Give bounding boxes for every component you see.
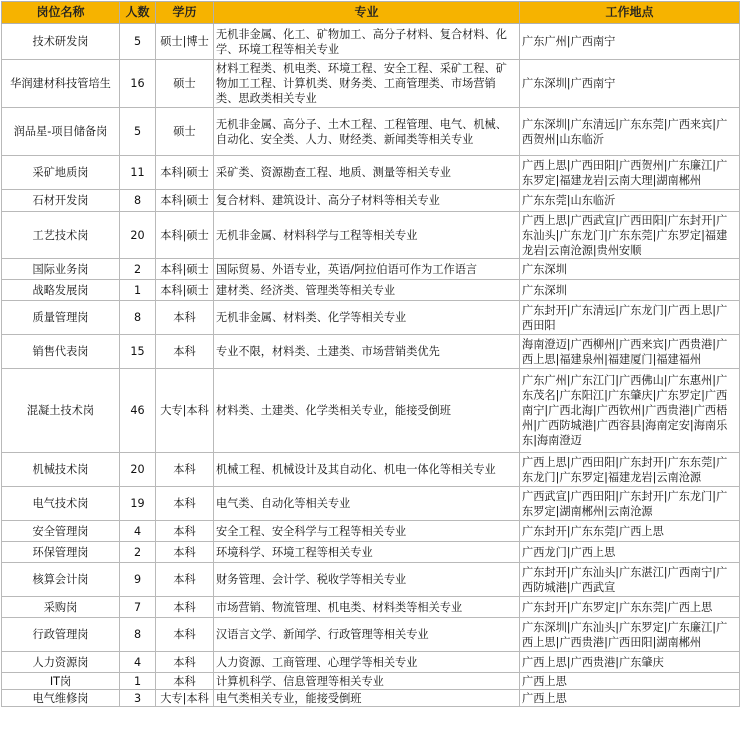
position-cell: 核算会计岗 — [2, 563, 120, 597]
position-cell: 采矿地质岗 — [2, 156, 120, 190]
location-cell: 广西龙门|广西上思 — [520, 542, 740, 563]
position-cell: 润品星-项目储备岗 — [2, 108, 120, 156]
major-cell: 无机非金属、材料科学与工程等相关专业 — [214, 212, 520, 259]
major-cell: 机械工程、机械设计及其自动化、机电一体化等相关专业 — [214, 453, 520, 487]
location-cell: 广东封开|广东汕头|广东湛江|广西南宁|广西防城港|广西武宣 — [520, 563, 740, 597]
education-cell: 本科|硕士 — [156, 259, 214, 280]
header-location: 工作地点 — [520, 2, 740, 24]
table-row — [2, 453, 740, 487]
major-cell: 无机非金属、化工、矿物加工、高分子材料、复合材料、化学、环境工程等相关专业 — [214, 24, 520, 60]
count-cell: 19 — [120, 487, 156, 521]
position-cell: 技术研发岗 — [2, 24, 120, 60]
header-count: 人数 — [120, 2, 156, 24]
table-row — [2, 259, 740, 280]
position-cell: 机械技术岗 — [2, 453, 120, 487]
header-major: 专业 — [214, 2, 520, 24]
position-cell: 石材开发岗 — [2, 190, 120, 212]
table-row — [2, 690, 740, 707]
table-row — [2, 542, 740, 563]
location-cell: 广西上思|广西田阳|广东封开|广东东莞|广东龙门|广东罗定|福建龙岩|云南沧源 — [520, 453, 740, 487]
education-cell: 本科 — [156, 673, 214, 690]
count-cell: 3 — [120, 690, 156, 707]
location-cell: 广西上思|广西武宣|广西田阳|广东封开|广东汕头|广东龙门|广东东莞|广东罗定|福建龙岩|云南沧源|贵州安顺 — [520, 212, 740, 259]
major-cell: 材料工程类、机电类、环境工程、安全工程、采矿工程、矿物加工工程、计算机类、财务类、工商管理类、市场营销类、思政类相关专业 — [214, 60, 520, 108]
position-cell: 电气维修岗 — [2, 690, 120, 707]
location-cell: 广东广州|广东江门|广西佛山|广东惠州|广东茂名|广东阳江|广东肇庆|广东罗定|广西南宁|广西北海|广西钦州|广西贵港|广西梧州|广西防城港|广西容县|海南定安|海南乐东|海南澄迈 — [520, 369, 740, 453]
major-cell: 环境科学、环境工程等相关专业 — [214, 542, 520, 563]
count-cell: 4 — [120, 521, 156, 542]
header-position: 岗位名称 — [2, 2, 120, 24]
major-cell: 无机非金属、高分子、土木工程、工程管理、电气、机械、自动化、安全类、人力、财经类、新闻类等相关专业 — [214, 108, 520, 156]
location-cell: 广西上思|广西田阳|广西贺州|广东廉江|广东罗定|福建龙岩|云南大理|湖南郴州 — [520, 156, 740, 190]
major-cell: 专业不限，材料类、土建类、市场营销类优先 — [214, 335, 520, 369]
table-row — [2, 618, 740, 652]
count-cell: 15 — [120, 335, 156, 369]
position-cell: IT岗 — [2, 673, 120, 690]
education-cell: 本科 — [156, 597, 214, 618]
education-cell: 本科|硕士 — [156, 280, 214, 301]
education-cell: 大专|本科 — [156, 369, 214, 453]
count-cell: 5 — [120, 24, 156, 60]
major-cell: 汉语言文学、新闻学、行政管理等相关专业 — [214, 618, 520, 652]
major-cell: 无机非金属、材料类、化学等相关专业 — [214, 301, 520, 335]
location-cell: 广西上思|广西贵港|广东肇庆 — [520, 652, 740, 673]
education-cell: 本科 — [156, 652, 214, 673]
major-cell: 电气类、自动化等相关专业 — [214, 487, 520, 521]
count-cell: 2 — [120, 542, 156, 563]
location-cell: 广东深圳 — [520, 259, 740, 280]
position-cell: 质量管理岗 — [2, 301, 120, 335]
table-body — [2, 24, 740, 707]
position-cell: 采购岗 — [2, 597, 120, 618]
count-cell: 16 — [120, 60, 156, 108]
location-cell: 广东东莞|山东临沂 — [520, 190, 740, 212]
table-row — [2, 156, 740, 190]
table-row — [2, 60, 740, 108]
education-cell: 本科|硕士 — [156, 156, 214, 190]
position-cell: 华润建材科技管培生 — [2, 60, 120, 108]
count-cell: 11 — [120, 156, 156, 190]
table-row — [2, 108, 740, 156]
education-cell: 本科 — [156, 521, 214, 542]
major-cell: 采矿类、资源勘查工程、地质、测量等相关专业 — [214, 156, 520, 190]
education-cell: 硕士 — [156, 108, 214, 156]
table-row — [2, 301, 740, 335]
count-cell: 4 — [120, 652, 156, 673]
major-cell: 市场营销、物流管理、机电类、材料类等相关专业 — [214, 597, 520, 618]
location-cell: 广东广州|广西南宁 — [520, 24, 740, 60]
table-row — [2, 212, 740, 259]
education-cell: 本科|硕士 — [156, 212, 214, 259]
count-cell: 8 — [120, 190, 156, 212]
count-cell: 8 — [120, 618, 156, 652]
major-cell: 复合材料、建筑设计、高分子材料等相关专业 — [214, 190, 520, 212]
position-cell: 环保管理岗 — [2, 542, 120, 563]
position-cell: 战略发展岗 — [2, 280, 120, 301]
location-cell: 广东深圳|广东清远|广东东莞|广西来宾|广西贺州|山东临沂 — [520, 108, 740, 156]
count-cell: 9 — [120, 563, 156, 597]
position-cell: 安全管理岗 — [2, 521, 120, 542]
major-cell: 安全工程、安全科学与工程等相关专业 — [214, 521, 520, 542]
location-cell: 广东封开|广东东莞|广西上思 — [520, 521, 740, 542]
position-cell: 国际业务岗 — [2, 259, 120, 280]
major-cell: 建材类、经济类、管理类等相关专业 — [214, 280, 520, 301]
education-cell: 本科 — [156, 335, 214, 369]
education-cell: 本科 — [156, 618, 214, 652]
location-cell: 广西上思 — [520, 673, 740, 690]
position-cell: 工艺技术岗 — [2, 212, 120, 259]
education-cell: 本科 — [156, 542, 214, 563]
table-row — [2, 673, 740, 690]
location-cell: 海南澄迈|广西柳州|广西来宾|广西贵港|广西上思|福建泉州|福建厦门|福建福州 — [520, 335, 740, 369]
major-cell: 人力资源、工商管理、心理学等相关专业 — [214, 652, 520, 673]
count-cell: 20 — [120, 212, 156, 259]
table-row — [2, 487, 740, 521]
header-row — [2, 2, 740, 24]
position-cell: 混凝土技术岗 — [2, 369, 120, 453]
major-cell: 计算机科学、信息管理等相关专业 — [214, 673, 520, 690]
count-cell: 46 — [120, 369, 156, 453]
education-cell: 本科 — [156, 453, 214, 487]
header-education: 学历 — [156, 2, 214, 24]
education-cell: 本科 — [156, 301, 214, 335]
table-row — [2, 521, 740, 542]
location-cell: 广东深圳 — [520, 280, 740, 301]
education-cell: 硕士 — [156, 60, 214, 108]
location-cell: 广东深圳|广西南宁 — [520, 60, 740, 108]
major-cell: 财务管理、会计学、税收学等相关专业 — [214, 563, 520, 597]
count-cell: 2 — [120, 259, 156, 280]
count-cell: 8 — [120, 301, 156, 335]
education-cell: 本科|硕士 — [156, 190, 214, 212]
count-cell: 1 — [120, 673, 156, 690]
table-row — [2, 563, 740, 597]
job-table — [1, 1, 740, 707]
location-cell: 广东封开|广东清远|广东龙门|广西上思|广西田阳 — [520, 301, 740, 335]
position-cell: 销售代表岗 — [2, 335, 120, 369]
count-cell: 7 — [120, 597, 156, 618]
table-row — [2, 335, 740, 369]
location-cell: 广西武宣|广西田阳|广东封开|广东龙门|广东罗定|湖南郴州|云南沧源 — [520, 487, 740, 521]
education-cell: 硕士|博士 — [156, 24, 214, 60]
major-cell: 材料类、土建类、化学类相关专业，能接受倒班 — [214, 369, 520, 453]
position-cell: 人力资源岗 — [2, 652, 120, 673]
table-row — [2, 280, 740, 301]
table-row — [2, 24, 740, 60]
table-row — [2, 597, 740, 618]
count-cell: 20 — [120, 453, 156, 487]
education-cell: 本科 — [156, 487, 214, 521]
education-cell: 本科 — [156, 563, 214, 597]
count-cell: 5 — [120, 108, 156, 156]
education-cell: 大专|本科 — [156, 690, 214, 707]
position-cell: 行政管理岗 — [2, 618, 120, 652]
major-cell: 电气类相关专业，能接受倒班 — [214, 690, 520, 707]
table-row — [2, 369, 740, 453]
position-cell: 电气技术岗 — [2, 487, 120, 521]
location-cell: 广东深圳|广东汕头|广东罗定|广东廉江|广西上思|广西贵港|广西田阳|湖南郴州 — [520, 618, 740, 652]
location-cell: 广西上思 — [520, 690, 740, 707]
location-cell: 广东封开|广东罗定|广东东莞|广西上思 — [520, 597, 740, 618]
major-cell: 国际贸易、外语专业，英语/阿拉伯语可作为工作语言 — [214, 259, 520, 280]
table-row — [2, 652, 740, 673]
table-row — [2, 190, 740, 212]
count-cell: 1 — [120, 280, 156, 301]
